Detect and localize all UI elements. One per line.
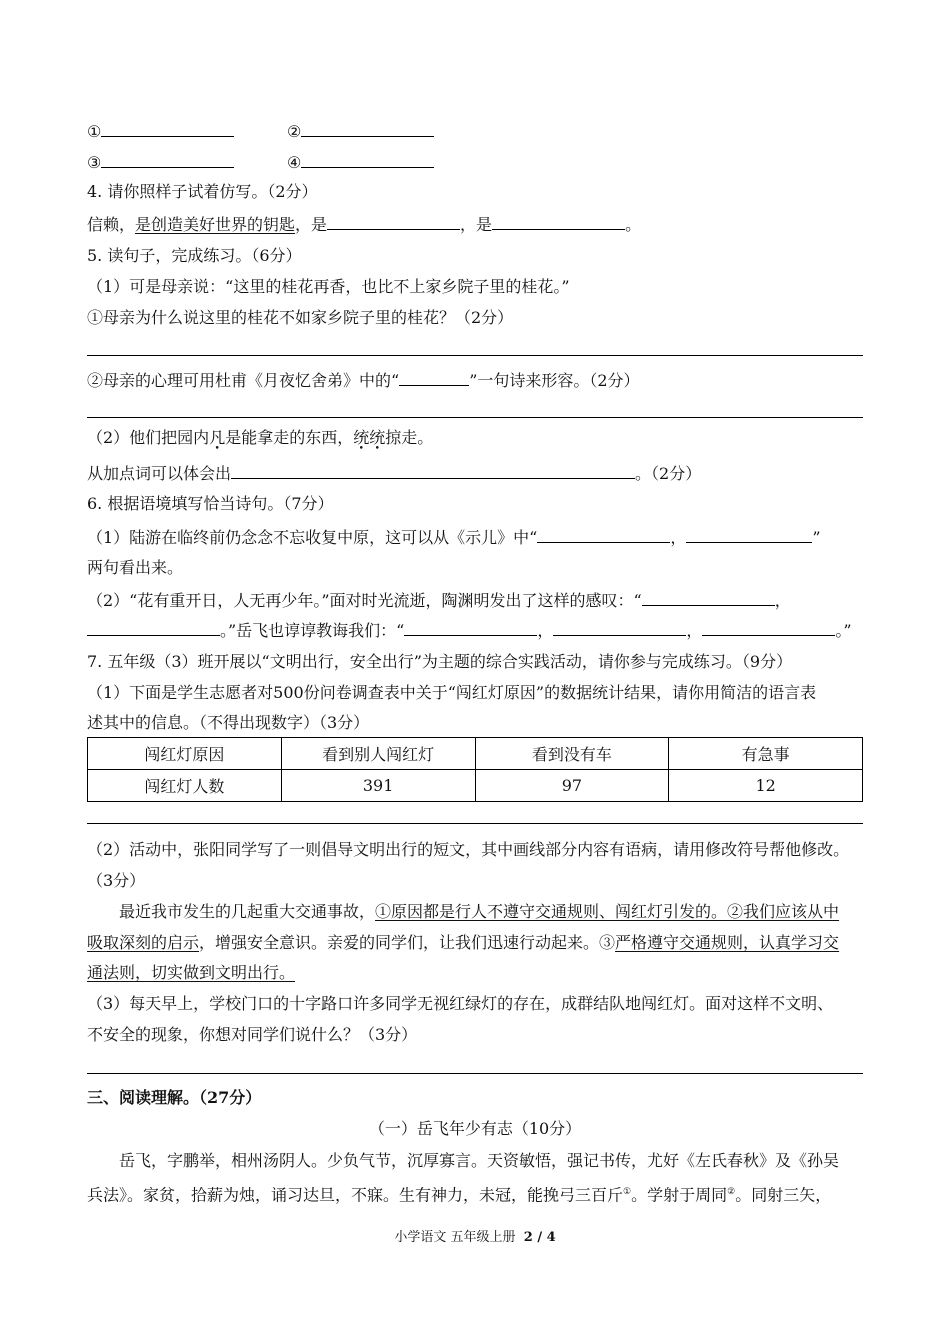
table-cell: 391	[281, 770, 475, 802]
answer-blank[interactable]	[686, 527, 812, 543]
underlined-text: 严格遵守交通规则，认真学习交	[615, 933, 840, 952]
answer-line[interactable]	[87, 1073, 863, 1074]
q3-blank-3	[87, 152, 234, 173]
q5-question-1: ①母亲为什么说这里的桂花不如家乡院子里的桂花？（2分）	[87, 308, 514, 327]
q6-part-2-cont	[87, 620, 852, 641]
dotted-character: 凡	[209, 428, 226, 447]
answer-blank[interactable]	[642, 590, 775, 606]
answer-blank[interactable]	[87, 620, 220, 636]
answer-line[interactable]	[87, 417, 863, 418]
answer-blank[interactable]	[301, 121, 434, 137]
text: 。（2分）	[635, 464, 702, 483]
answer-blank[interactable]	[301, 152, 434, 168]
table-header-cell: 看到没有车	[475, 738, 669, 770]
text: ”	[812, 528, 821, 547]
footnote-marker: ②	[727, 1187, 736, 1197]
answer-blank[interactable]	[702, 620, 835, 636]
q7-part-3-line-2: 不安全的现象，你想对同学们说什么？（3分）	[87, 1025, 418, 1044]
circle-number: ④	[287, 153, 302, 172]
answer-blank[interactable]	[231, 463, 635, 479]
q3-blank-2	[287, 121, 434, 142]
q7-part-2-line-1: （2）活动中，张阳同学写了一则倡导文明出行的短文，其中画线部分内容有语病，请用修改符号帮他修改。	[87, 840, 850, 859]
text: 信赖，	[87, 215, 136, 234]
circle-number: ②	[287, 122, 302, 141]
q7-part-3-line-1: （3）每天早上，学校门口的十字路口许多同学无视红绿灯的存在，成群结队地闯红灯。面对这样不文明、	[87, 994, 834, 1013]
text: ，增强安全意识。亲爱的同学们，让我们迅速行动起来。	[199, 933, 600, 952]
passage-line-3	[87, 963, 295, 983]
answer-blank[interactable]	[492, 214, 625, 230]
text: 。”岳飞也谆谆教诲我们：“	[220, 621, 405, 640]
q6-part-1-cont: 两句看出来。	[87, 558, 184, 577]
dotted-character: 统	[353, 428, 370, 447]
answer-blank[interactable]	[399, 370, 469, 386]
answer-blank[interactable]	[537, 527, 670, 543]
q3-blank-4	[287, 152, 434, 173]
reading-line-2	[87, 1182, 831, 1205]
q3-blank-1	[87, 121, 234, 142]
table-header-cell: 有急事	[669, 738, 863, 770]
circle-number: ①	[87, 122, 102, 141]
text: 。	[625, 215, 642, 234]
text: 。同射三矢，	[735, 1185, 832, 1205]
q5-title: 5. 读句子，完成练习。（6分）	[87, 246, 302, 265]
underlined-text: 吸取深刻的启示	[87, 933, 200, 952]
q7-part-1-line-2: 述其中的信息。（不得出现数字）（3分）	[87, 713, 370, 732]
reading-line-1: 岳飞，字鹏举，相州汤阴人。少负气节，沉厚寡言。天资敏悟，强记书传，尤好《左氏春秋》及《孙吴	[119, 1151, 840, 1170]
answer-line[interactable]	[87, 823, 863, 824]
table-cell: 12	[669, 770, 863, 802]
section-title: 三、阅读理解。（27分）	[87, 1088, 262, 1107]
q6-part-1	[87, 527, 821, 548]
underlined-text: ①原因都是行人不遵守交通规则、闯红灯引发的。	[375, 902, 728, 921]
answer-line[interactable]	[87, 355, 863, 356]
answer-blank[interactable]	[101, 121, 234, 137]
table-header-cell: 看到别人闯红灯	[281, 738, 475, 770]
reading-subtitle: （一）岳飞年少有志（10分）	[368, 1119, 582, 1138]
text: 。学射于周同	[631, 1185, 728, 1205]
q5-sentence-1: （1）可是母亲说：“这里的桂花再香，也比不上家乡院子里的桂花。”	[87, 277, 570, 296]
text: （2）他们把园内	[87, 428, 210, 447]
text: 最近我市发生的几起重大交通事故，	[119, 902, 376, 921]
text: ，	[686, 621, 703, 640]
table-header-cell: 闯红灯原因	[88, 738, 282, 770]
underlined-text: ②我们应该从中	[727, 902, 840, 921]
text: ，	[537, 621, 554, 640]
passage-line-1	[119, 902, 839, 922]
q5-question-3	[87, 463, 701, 484]
circle-number: ③	[87, 153, 102, 172]
text: ，	[774, 591, 791, 610]
text: 兵法》。家贫，拾薪为烛，诵习达旦，不寐。生有神力，未冠，能挽弓三百斤	[87, 1185, 624, 1205]
text: ，是	[460, 215, 493, 234]
text: ②母亲的心理可用杜甫《月夜忆舍弟》中的“	[87, 371, 400, 390]
table-cell: 闯红灯人数	[88, 770, 282, 802]
q6-title: 6. 根据语境填写恰当诗句。（7分）	[87, 494, 334, 513]
answer-blank[interactable]	[553, 620, 686, 636]
q5-question-2	[87, 370, 640, 391]
footnote-marker: ①	[623, 1187, 632, 1197]
q4-example	[87, 214, 641, 235]
passage-line-2	[87, 933, 839, 953]
table-cell: 97	[475, 770, 669, 802]
q5-sentence-2	[87, 428, 433, 448]
text: （1）陆游在临终前仍念念不忘收复中原，这可以从《示儿》中“	[87, 528, 538, 547]
footer-text: 小学语文 五年级上册	[394, 1230, 516, 1245]
dotted-character: 统	[369, 428, 386, 447]
text: ，是	[295, 215, 328, 234]
page-footer	[0, 1226, 950, 1245]
table-row	[88, 770, 863, 802]
underlined-text: 通法则，切实做到文明出行。	[87, 963, 296, 982]
page-number: 2 / 4	[523, 1230, 556, 1245]
q7-part-1-line-1: （1）下面是学生志愿者对500份问卷调查表中关于“闯红灯原因”的数据统计结果，请你用简洁的语言表	[87, 683, 817, 702]
text: 从加点词可以体会出	[87, 464, 232, 483]
text: ，	[670, 528, 687, 547]
answer-blank[interactable]	[101, 152, 234, 168]
q6-part-2	[87, 590, 791, 611]
table-header-row	[88, 738, 863, 770]
text: ③	[599, 933, 616, 952]
text: ”一句诗来形容。（2分）	[469, 371, 640, 390]
survey-table	[87, 737, 863, 802]
q4-title: 4. 请你照样子试着仿写。（2分）	[87, 182, 318, 201]
underlined-text: 是创造美好世界的钥匙	[135, 215, 296, 234]
q7-title: 7. 五年级（3）班开展以“文明出行，安全出行”为主题的综合实践活动，请你参与完成练习。（9分）	[87, 652, 793, 671]
q7-part-2-line-2: （3分）	[87, 871, 146, 890]
text: （2）“花有重开日，人无再少年。”面对时光流逝，陶渊明发出了这样的感叹：“	[87, 591, 642, 610]
text: 。”	[835, 621, 852, 640]
text: 是能拿走的东西，	[225, 428, 354, 447]
answer-blank[interactable]	[327, 214, 460, 230]
text: 掠走。	[385, 428, 434, 447]
answer-blank[interactable]	[404, 620, 537, 636]
